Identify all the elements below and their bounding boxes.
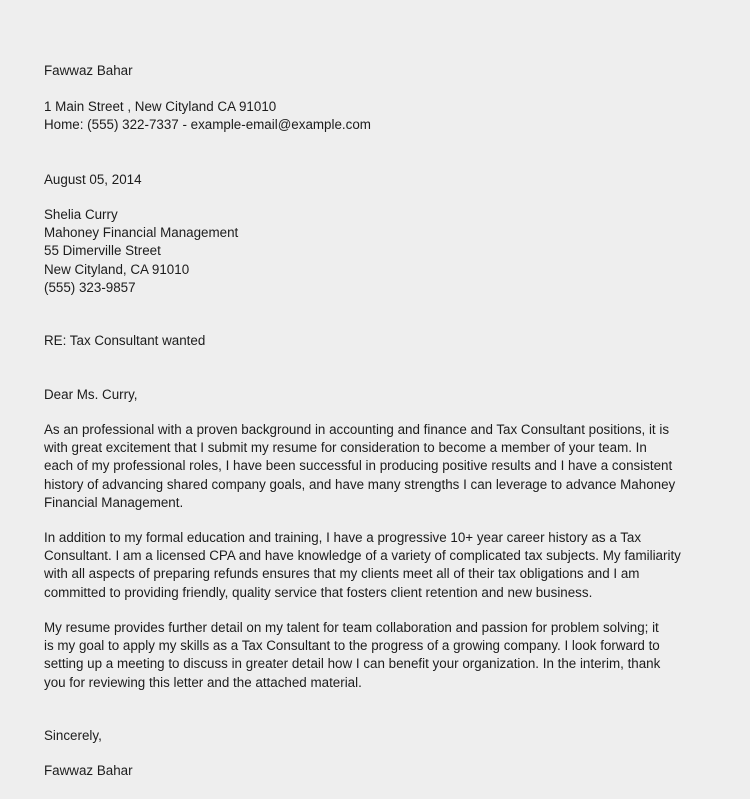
paragraph-line: is my goal to apply my skills as a Tax Consultant to the progress of a growing company. I look forward to	[44, 638, 660, 654]
paragraph-line: Financial Management.	[44, 494, 184, 510]
sender-name: Fawwaz Bahar	[44, 63, 133, 78]
body-paragraph-2	[44, 529, 681, 602]
recipient-company: Mahoney Financial Management	[44, 225, 239, 241]
paragraph-line: you for reviewing this letter and the attached material.	[44, 674, 362, 690]
body-paragraph-3	[44, 619, 660, 692]
paragraph-line: As an professional with a proven background in accounting and finance and Tax Consultant positions, it is	[44, 422, 670, 437]
recipient-block	[44, 206, 238, 297]
paragraph-line: each of my professional roles, I have been successful in producing positive results and I have a consistent	[44, 458, 673, 474]
body-paragraph-1	[44, 421, 675, 512]
paragraph-line: committed to providing friendly, quality service that fosters client retention and new business.	[44, 584, 593, 600]
paragraph-line: In addition to my formal education and training, I have a progressive 10+ year career history as a Tax	[44, 530, 642, 545]
recipient-street: 55 Dimerville Street	[44, 243, 161, 259]
salutation: Dear Ms. Curry,	[44, 387, 138, 402]
signature-name: Fawwaz Bahar	[44, 763, 133, 778]
sender-contact-block	[44, 98, 371, 134]
paragraph-line: with great excitement that I submit my resume for consideration to become a member of your team. In	[44, 440, 647, 456]
recipient-city: New Cityland, CA 91010	[44, 261, 190, 277]
closing-block	[44, 727, 102, 745]
paragraph-line: My resume provides further detail on my talent for team collaboration and passion for problem solving; it	[44, 620, 659, 635]
paragraph-line: history of advancing shared company goals, and have many strengths I can leverage to advance Mahoney	[44, 476, 676, 492]
recipient-name: Shelia Curry	[44, 207, 118, 222]
sender-name-block	[44, 62, 133, 80]
closing: Sincerely,	[44, 728, 102, 743]
paragraph-line: Consultant. I am a licensed CPA and have knowledge of a variety of complicated tax subjects. My familiarity	[44, 548, 681, 564]
letter-date-block	[44, 171, 142, 189]
sender-address: 1 Main Street , New Cityland CA 91010	[44, 99, 277, 114]
letter-date: August 05, 2014	[44, 172, 142, 187]
signature-block	[44, 762, 133, 780]
paragraph-line: setting up a meeting to discuss in greater detail how I can benefit your organization. In the interim, thank	[44, 656, 661, 672]
paragraph-line: with all aspects of preparing refunds ensures that my clients meet all of their tax obligations and I am	[44, 566, 640, 582]
subject-block	[44, 332, 205, 350]
subject-line: RE: Tax Consultant wanted	[44, 333, 206, 348]
sender-contact: Home: (555) 322-7337 - example-email@example.com	[44, 117, 371, 133]
recipient-phone: (555) 323-9857	[44, 279, 136, 295]
salutation-block	[44, 386, 138, 404]
